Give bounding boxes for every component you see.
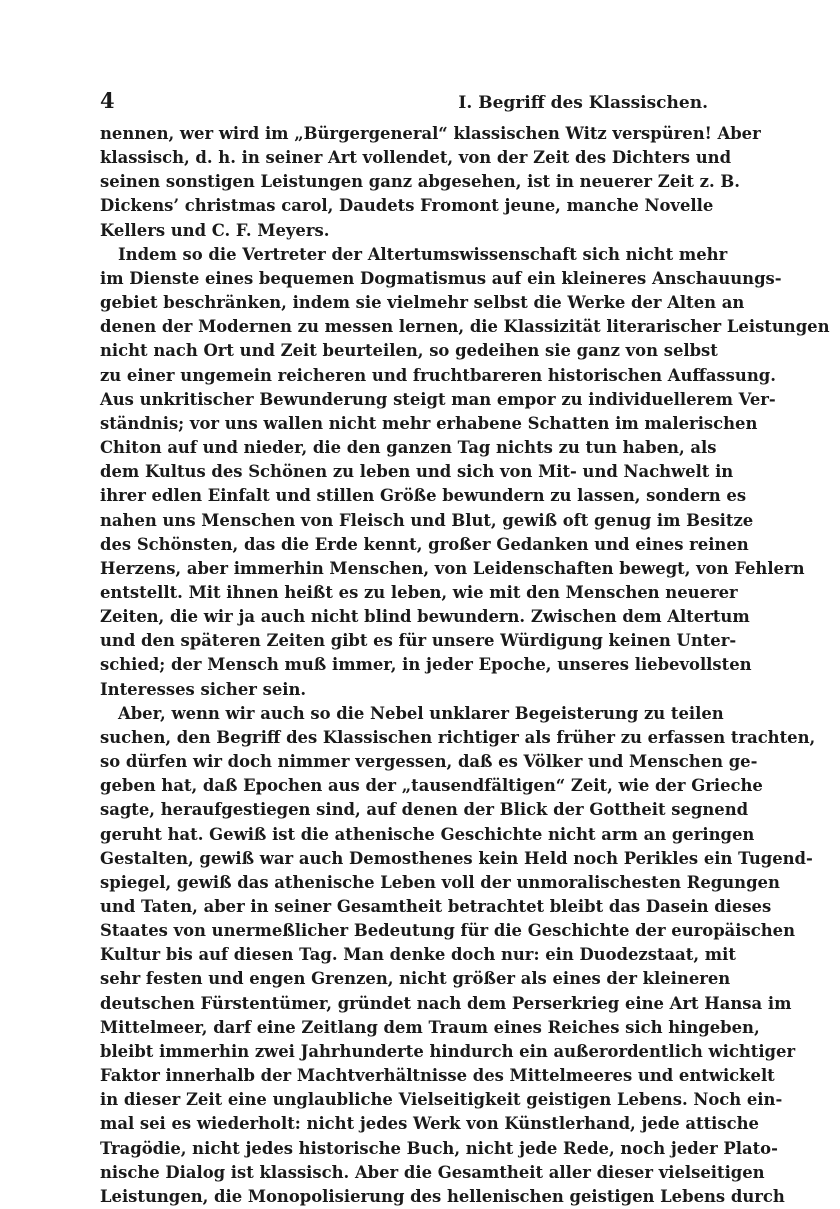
text-line: Aber, wenn wir auch so die Nebel unklarer Begeisterung zu teilen [118, 703, 724, 723]
page-header [100, 88, 712, 114]
text-line: Leistungen, die Monopolisierung des hellenischen geistigen Lebens durch [100, 1186, 785, 1206]
text-line: entstellt. Mit ihnen heißt es zu leben, wie mit den Menschen neuerer [100, 582, 738, 602]
text-line: und den späteren Zeiten gibt es für unsere Würdigung keinen Unter- [100, 631, 737, 651]
text-line: nennen, wer wird im „Bürgergeneral“ klassischen Witz verspüren! Aber [100, 124, 761, 143]
text-line: nahen uns Menschen von Fleisch und Blut, gewiß oft genug im Besitze [100, 510, 754, 530]
text-line: ihrer edlen Einfalt und stillen Größe bewundern zu lassen, sondern es [100, 486, 747, 506]
text-line: Herzens, aber immerhin Menschen, von Leidenschaften bewegt, von Fehlern [100, 558, 805, 578]
text-line: deutschen Fürstentümer, gründet nach dem Perserkrieg eine Art Hansa im [100, 993, 792, 1013]
paragraph [100, 702, 816, 1209]
text-line: suchen, den Begriff des Klassischen richtiger als früher zu erfassen trachten, [100, 727, 816, 747]
paragraph [100, 243, 830, 702]
text-line: geruht hat. Gewiß ist die athenische Geschichte nicht arm an geringen [100, 824, 755, 844]
text-line: Mittelmeer, darf eine Zeitlang dem Traum eines Reiches sich hingeben, [100, 1017, 760, 1037]
text-line: nicht nach Ort und Zeit beurteilen, so gedeihen sie ganz von selbst [100, 341, 718, 361]
text-line: seinen sonstigen Leistungen ganz abgesehen, ist in neuerer Zeit z. B. [100, 172, 740, 192]
paragraph [100, 122, 761, 243]
text-line: Kellers und C. F. Meyers. [100, 220, 330, 240]
text-line: und Taten, aber in seiner Gesamtheit betrachtet bleibt das Dasein dieses [100, 897, 772, 916]
text-line: mal sei es wiederholt: nicht jedes Werk von Künstlerhand, jede attische [100, 1114, 759, 1134]
text-line: Indem so die Vertreter der Altertumswissenschaft sich nicht mehr [118, 244, 728, 264]
text-line: sagte, heraufgestiegen sind, auf denen der Blick der Gottheit segnend [100, 800, 749, 820]
text-line: des Schönsten, das die Erde kennt, großer Gedanken und eines reinen [100, 534, 749, 554]
text-line: bleibt immerhin zwei Jahrhunderte hindurch ein außerordentlich wichtiger [100, 1041, 796, 1061]
text-line: Dickens’ christmas carol, Daudets Fromont jeune, manche Novelle [100, 196, 714, 216]
text-line: denen der Modernen zu messen lernen, die Klassizität literarischer Leistungen [100, 317, 830, 337]
text-line: geben hat, daß Epochen aus der „tausendfältigen“ Zeit, wie der Grieche [100, 776, 763, 796]
text-line: ständnis; vor uns wallen nicht mehr erhabene Schatten im malerischen [100, 413, 758, 433]
text-line: Staates von unermeßlicher Bedeutung für die Geschichte der europäischen [100, 921, 795, 941]
text-line: in dieser Zeit eine unglaubliche Vielseitigkeit geistigen Lebens. Noch ein- [100, 1090, 783, 1110]
text-line: gebiet beschränken, indem sie vielmehr selbst die Werke der Alten an [100, 293, 745, 313]
text-line: Tragödie, nicht jedes historische Buch, nicht jede Rede, noch jeder Plato- [100, 1138, 778, 1158]
text-line: schied; der Mensch muß immer, in jeder Epoche, unseres liebevollsten [100, 655, 752, 675]
body-text [100, 122, 830, 1209]
text-line: sehr festen und engen Grenzen, nicht größer als eines der kleineren [100, 969, 731, 989]
text-line: im Dienste eines bequemen Dogmatismus auf ein kleineres Anschauungs- [100, 268, 782, 288]
text-line: Aus unkritischer Bewunderung steigt man empor zu individuellerem Ver- [100, 389, 776, 409]
text-line: klassisch, d. h. in seiner Art vollendet, von der Zeit des Dichters und [100, 148, 732, 168]
text-line: so dürfen wir doch nimmer vergessen, daß es Völker und Menschen ge- [100, 752, 758, 772]
text-line: zu einer ungemein reicheren und fruchtbareren historischen Auffassung. [100, 365, 776, 385]
text-line: Zeiten, die wir ja auch nicht blind bewundern. Zwischen dem Altertum [100, 607, 750, 627]
text-line: Chiton auf und nieder, die den ganzen Tag nichts zu tun haben, als [100, 438, 717, 458]
text-line: Interesses sicher sein. [100, 679, 307, 699]
text-line: Kultur bis auf diesen Tag. Man denke doch nur: ein Duodezstaat, mit [100, 945, 736, 965]
text-line: spiegel, gewiß das athenische Leben voll der unmoralischesten Regungen [100, 872, 780, 892]
text-line: dem Kultus des Schönen zu leben und sich von Mit- und Nachwelt in [100, 462, 734, 482]
text-line: Faktor innerhalb der Machtverhältnisse des Mittelmeeres und entwickelt [100, 1066, 775, 1086]
text-line: Gestalten, gewiß war auch Demosthenes kein Held noch Perikles ein Tugend- [100, 848, 813, 868]
running-head: I. Begriff des Klassischen. [458, 93, 708, 113]
text-line: nische Dialog ist klassisch. Aber die Gesamtheit aller dieser vielseitigen [100, 1162, 765, 1182]
page-number: 4 [100, 88, 115, 113]
